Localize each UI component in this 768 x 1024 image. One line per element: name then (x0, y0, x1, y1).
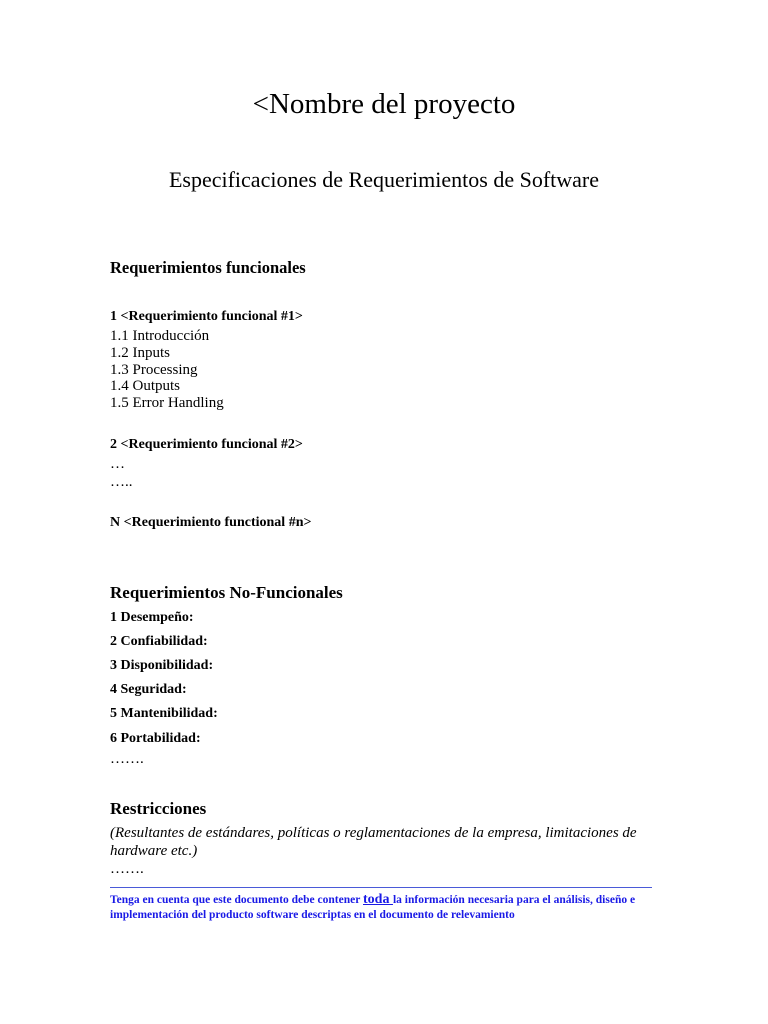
non-functional-requirements-heading: Requerimientos No-Funcionales (110, 583, 343, 602)
non-functional-item-desempeno: 1 Desempeño: (110, 610, 194, 625)
functional-requirement-2-heading: 2 <Requerimiento funcional #2> (110, 437, 303, 452)
non-functional-item-confiabilidad: 2 Confiabilidad: (110, 634, 208, 649)
requirement-1-item-outputs: 1.4 Outputs (110, 378, 181, 394)
note-text-end: la información necesaria para el análisis, diseño e implementación del producto software descriptas en el documento de relevamiento (110, 894, 636, 921)
functional-requirement-n-heading: N <Requerimiento functional #n> (110, 515, 312, 530)
completeness-note (110, 892, 670, 923)
document-title: <Nombre del proyecto (252, 88, 516, 120)
functional-requirement-1-heading: 1 <Requerimiento funcional #1> (110, 309, 303, 324)
restrictions-description: (Resultantes de estándares, políticas o reglamentaciones de la empresa, limitaciones de hardware etc.) (110, 825, 637, 859)
note-text-start: Tenga en cuenta que este documento debe contener (110, 894, 363, 906)
non-functional-item-mantenibilidad: 5 Mantenibilidad: (110, 706, 218, 721)
functional-requirements-heading: Requerimientos funcionales (110, 258, 306, 277)
requirement-1-item-introduccion: 1.1 Introducción (110, 328, 210, 344)
requirement-1-item-inputs: 1.2 Inputs (110, 345, 170, 361)
document-subtitle: Especificaciones de Requerimientos de Software (168, 167, 600, 192)
requirement-1-item-processing: 1.3 Processing (110, 362, 198, 378)
requirement-1-item-error-handling: 1.5 Error Handling (110, 395, 224, 411)
restrictions-heading: Restricciones (110, 799, 207, 818)
requirement-2-ellipsis: ….. (110, 474, 133, 490)
note-divider (110, 887, 652, 888)
requirement-2-ellipsis: … (110, 456, 125, 472)
non-functional-ellipsis: ……. (110, 751, 144, 767)
non-functional-item-disponibilidad: 3 Disponibilidad: (110, 658, 214, 673)
non-functional-item-seguridad: 4 Seguridad: (110, 682, 187, 697)
note-emphasis: toda (363, 892, 393, 907)
non-functional-item-portabilidad: 6 Portabilidad: (110, 731, 201, 746)
restrictions-ellipsis: ……. (110, 861, 144, 877)
